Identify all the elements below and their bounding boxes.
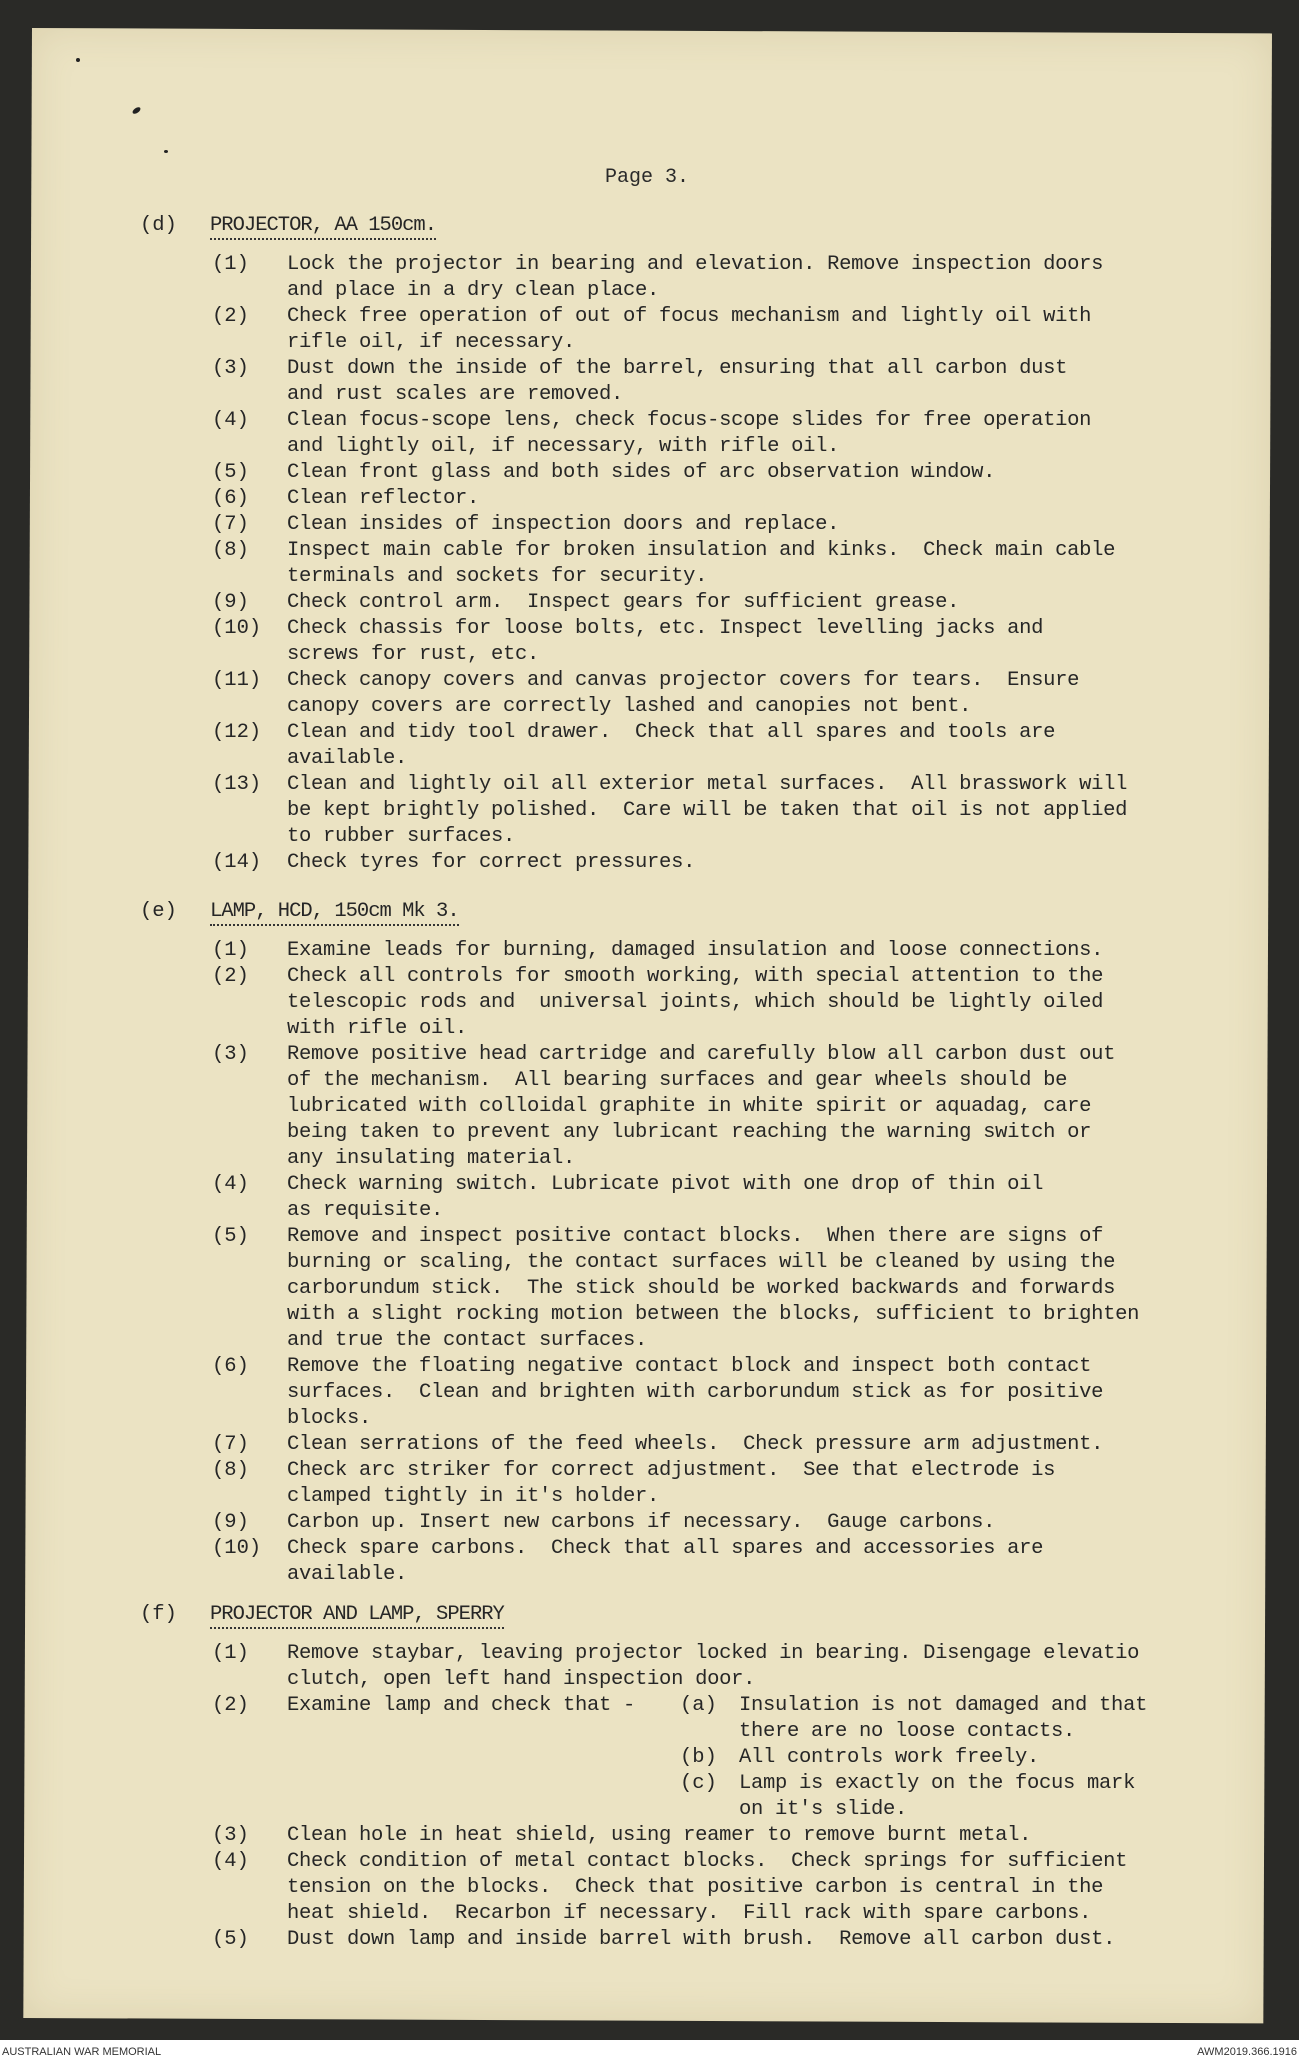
- item-text: [287, 252, 1103, 304]
- sub-item-text: [739, 1693, 1147, 1745]
- item-text-line: clutch, open left hand inspection door.: [287, 1668, 756, 1691]
- item-number: (9): [212, 1511, 249, 1534]
- item-number: (2): [212, 1694, 249, 1717]
- item-text: [287, 720, 1055, 772]
- item-number: (10): [212, 617, 262, 640]
- item-text: [287, 616, 1043, 668]
- item-text-line: telescopic rods and universal joints, which should be lightly oiled: [287, 991, 1104, 1014]
- item-text-line: with a slight rocking motion between the blocks, sufficient to brighten: [287, 1303, 1140, 1326]
- item-text-line: Inspect main cable for broken insulation and kinks. Check main cable: [287, 539, 1116, 562]
- item-text: [287, 356, 1067, 408]
- list-item: [0, 1172, 1299, 1224]
- list-item: [0, 850, 1299, 876]
- item-text-line: and rust scales are removed.: [287, 383, 624, 406]
- item-text-line: tension on the blocks. Check that positive carbon is central in the: [287, 1876, 1104, 1899]
- item-number: (6): [212, 487, 249, 510]
- sub-item-text-line: All controls work freely.: [739, 1746, 1040, 1769]
- item-number: (5): [212, 461, 249, 484]
- sub-item-text-line: Lamp is exactly on the focus mark: [739, 1772, 1136, 1795]
- footer-accession-number: AWM2019.366.1916: [1197, 2046, 1297, 2058]
- item-text-line: Clean insides of inspection doors and replace.: [287, 513, 840, 536]
- item-list: [0, 938, 1299, 1588]
- item-text-line: Clean focus-scope lens, check focus-scope slides for free operation: [287, 409, 1092, 432]
- sub-item-text-line: there are no loose contacts.: [739, 1720, 1076, 1743]
- item-number: (5): [212, 1928, 249, 1951]
- item-text: [287, 964, 1103, 1042]
- item-text: [287, 460, 995, 486]
- item-text-line: rifle oil, if necessary.: [287, 331, 576, 354]
- item-number: (14): [212, 851, 262, 874]
- item-text-line: and place in a dry clean place.: [287, 279, 660, 302]
- item-text-line: to rubber surfaces.: [287, 825, 516, 848]
- item-number: (1): [212, 1642, 249, 1665]
- item-text-line: as requisite.: [287, 1199, 444, 1222]
- item-text: [287, 1224, 1139, 1354]
- item-text-line: available.: [287, 747, 408, 770]
- list-item: [0, 1510, 1299, 1536]
- item-text-line: Remove positive head cartridge and carefully blow all carbon dust out: [287, 1043, 1116, 1066]
- sub-item-letter: (a): [680, 1694, 717, 1717]
- item-text-line: Check tyres for correct pressures.: [287, 851, 696, 874]
- list-item: [0, 772, 1299, 850]
- item-text-line: Check chassis for loose bolts, etc. Inspect levelling jacks and: [287, 617, 1044, 640]
- item-text-line: Check free operation of out of focus mechanism and lightly oil with: [287, 305, 1092, 328]
- item-number: (1): [212, 253, 249, 276]
- item-text-line: with rifle oil.: [287, 1017, 468, 1040]
- list-item: [0, 720, 1299, 772]
- item-text-line: Clean serrations of the feed wheels. Check pressure arm adjustment.: [287, 1433, 1104, 1456]
- item-text-line: Check warning switch. Lubricate pivot with one drop of thin oil: [287, 1173, 1044, 1196]
- section-title: LAMP, HCD, 150cm Mk 3.: [210, 900, 459, 926]
- list-item: [0, 1823, 1299, 1849]
- item-number: (12): [212, 721, 262, 744]
- item-text-line: Remove and inspect positive contact blocks. When there are signs of: [287, 1225, 1104, 1248]
- item-number: (7): [212, 1433, 249, 1456]
- item-text: [287, 1432, 1103, 1458]
- list-item: [0, 1927, 1299, 1953]
- section-label: (d): [140, 214, 177, 237]
- list-item: [0, 252, 1299, 304]
- list-item: [0, 512, 1299, 538]
- list-item: [0, 408, 1299, 460]
- list-item: [0, 1693, 1299, 1823]
- section-title: PROJECTOR, AA 150cm.: [210, 214, 436, 240]
- item-text: [287, 1927, 1115, 1953]
- list-item: [0, 1536, 1299, 1588]
- item-text-line: Carbon up. Insert new carbons if necessary. Gauge carbons.: [287, 1511, 996, 1534]
- item-text-line: Lock the projector in bearing and elevation. Remove inspection doors: [287, 253, 1104, 276]
- item-number: (2): [212, 965, 249, 988]
- sub-item: [680, 1771, 1147, 1823]
- item-text: [287, 1693, 635, 1719]
- sub-item-text: [739, 1771, 1135, 1823]
- list-item: [0, 616, 1299, 668]
- item-text-line: Clean hole in heat shield, using reamer to remove burnt metal.: [287, 1824, 1032, 1847]
- ink-speck: [76, 58, 80, 62]
- item-text-line: Remove staybar, leaving projector locked in bearing. Disengage elevatio: [287, 1642, 1140, 1665]
- item-text: [287, 538, 1115, 590]
- list-item: [0, 590, 1299, 616]
- item-number: (4): [212, 409, 249, 432]
- footer-archive-name: AUSTRALIAN WAR MEMORIAL: [2, 2046, 162, 2058]
- item-text-line: Examine leads for burning, damaged insulation and loose connections.: [287, 939, 1104, 962]
- item-text-line: be kept brightly polished. Care will be taken that oil is not applied: [287, 799, 1128, 822]
- list-item: [0, 1458, 1299, 1510]
- item-number: (8): [212, 539, 249, 562]
- item-number: (5): [212, 1225, 249, 1248]
- item-text-line: Remove the floating negative contact block and inspect both contact: [287, 1355, 1092, 1378]
- item-text: [287, 1354, 1103, 1432]
- list-item: [0, 486, 1299, 512]
- item-text: [287, 1823, 1031, 1849]
- item-text-line: Check canopy covers and canvas projector covers for tears. Ensure: [287, 669, 1080, 692]
- item-text: [287, 1641, 1139, 1693]
- item-number: (6): [212, 1355, 249, 1378]
- list-item: [0, 1641, 1299, 1693]
- item-text-line: blocks.: [287, 1407, 372, 1430]
- list-item: [0, 356, 1299, 408]
- item-number: (8): [212, 1459, 249, 1482]
- item-number: (3): [212, 1043, 249, 1066]
- item-text-line: Check all controls for smooth working, with special attention to the: [287, 965, 1104, 988]
- item-number: (7): [212, 513, 249, 536]
- item-number: (3): [212, 1824, 249, 1847]
- item-text: [287, 486, 479, 512]
- item-text-line: carborundum stick. The stick should be worked backwards and forwards: [287, 1277, 1116, 1300]
- list-item: [0, 538, 1299, 590]
- item-list: [0, 1641, 1299, 1953]
- item-text: [287, 408, 1091, 460]
- list-item: [0, 938, 1299, 964]
- item-text: [287, 512, 839, 538]
- item-text-line: Clean reflector.: [287, 487, 480, 510]
- item-text: [287, 1042, 1115, 1172]
- item-text: [287, 1510, 995, 1536]
- item-number: (9): [212, 591, 249, 614]
- item-text-line: Clean and lightly oil all exterior metal surfaces. All brasswork will: [287, 773, 1128, 796]
- item-text-line: Clean and tidy tool drawer. Check that all spares and tools are: [287, 721, 1056, 744]
- item-text-line: terminals and sockets for security.: [287, 565, 708, 588]
- item-text-line: of the mechanism. All bearing surfaces and gear wheels should be: [287, 1069, 1068, 1092]
- item-text: [287, 1458, 1055, 1510]
- item-text-line: Examine lamp and check that -: [287, 1694, 636, 1717]
- item-text-line: canopy covers are correctly lashed and canopies not bent.: [287, 695, 972, 718]
- sub-item-list: [680, 1693, 1147, 1823]
- item-text: [287, 850, 695, 876]
- item-text: [287, 1536, 1043, 1588]
- item-number: (1): [212, 939, 249, 962]
- item-number: (10): [212, 1537, 262, 1560]
- item-text-line: Dust down lamp and inside barrel with brush. Remove all carbon dust.: [287, 1928, 1116, 1951]
- item-text: [287, 590, 959, 616]
- item-text-line: Check control arm. Inspect gears for sufficient grease.: [287, 591, 960, 614]
- item-text: [287, 772, 1127, 850]
- list-item: [0, 1224, 1299, 1354]
- sub-item-text-line: on it's slide.: [739, 1798, 908, 1821]
- item-text-line: Check condition of metal contact blocks. Check springs for sufficient: [287, 1850, 1128, 1873]
- list-item: [0, 1354, 1299, 1432]
- sub-item-text: [739, 1745, 1039, 1771]
- item-number: (4): [212, 1850, 249, 1873]
- item-text-line: heat shield. Recarbon if necessary. Fill rack with spare carbons.: [287, 1902, 1092, 1925]
- item-text-line: clamped tightly in it's holder.: [287, 1485, 660, 1508]
- list-item: [0, 1042, 1299, 1172]
- item-text-line: lubricated with colloidal graphite in white spirit or aquadag, care: [287, 1095, 1092, 1118]
- list-item: [0, 1849, 1299, 1927]
- list-item: [0, 1432, 1299, 1458]
- item-number: (11): [212, 669, 262, 692]
- page-number: Page 3.: [605, 166, 690, 189]
- section-label: (e): [140, 900, 177, 923]
- item-text-line: Clean front glass and both sides of arc observation window.: [287, 461, 996, 484]
- ink-speck: [164, 150, 168, 153]
- item-number: (2): [212, 305, 249, 328]
- item-number: (13): [212, 773, 262, 796]
- item-text-line: and true the contact surfaces.: [287, 1329, 648, 1352]
- item-text: [287, 1172, 1043, 1224]
- item-text: [287, 938, 1103, 964]
- item-list: [0, 252, 1299, 876]
- item-text-line: available.: [287, 1563, 408, 1586]
- item-text-line: burning or scaling, the contact surfaces will be cleaned by using the: [287, 1251, 1116, 1274]
- section-title: PROJECTOR AND LAMP, SPERRY: [210, 1603, 504, 1629]
- item-text-line: being taken to prevent any lubricant reaching the warning switch or: [287, 1121, 1092, 1144]
- item-text-line: screws for rust, etc.: [287, 643, 540, 666]
- sub-item-letter: (c): [680, 1772, 717, 1795]
- item-text-line: surfaces. Clean and brighten with carborundum stick as for positive: [287, 1381, 1104, 1404]
- sub-item: [680, 1693, 1147, 1745]
- sub-item-text-line: Insulation is not damaged and that: [739, 1694, 1148, 1717]
- section-label: (f): [140, 1603, 177, 1626]
- item-number: (4): [212, 1173, 249, 1196]
- sub-item-letter: (b): [680, 1746, 717, 1769]
- list-item: [0, 304, 1299, 356]
- item-text: [287, 304, 1091, 356]
- list-item: [0, 964, 1299, 1042]
- list-item: [0, 668, 1299, 720]
- item-text-line: Check spare carbons. Check that all spares and accessories are: [287, 1537, 1044, 1560]
- item-number: (3): [212, 357, 249, 380]
- item-text-line: any insulating material.: [287, 1147, 576, 1170]
- sub-item: [680, 1745, 1147, 1771]
- item-text: [287, 1849, 1127, 1927]
- item-text-line: Dust down the inside of the barrel, ensuring that all carbon dust: [287, 357, 1068, 380]
- list-item: [0, 460, 1299, 486]
- item-text-line: Check arc striker for correct adjustment. See that electrode is: [287, 1459, 1056, 1482]
- item-text-line: and lightly oil, if necessary, with rifle oil.: [287, 435, 840, 458]
- item-text: [287, 668, 1079, 720]
